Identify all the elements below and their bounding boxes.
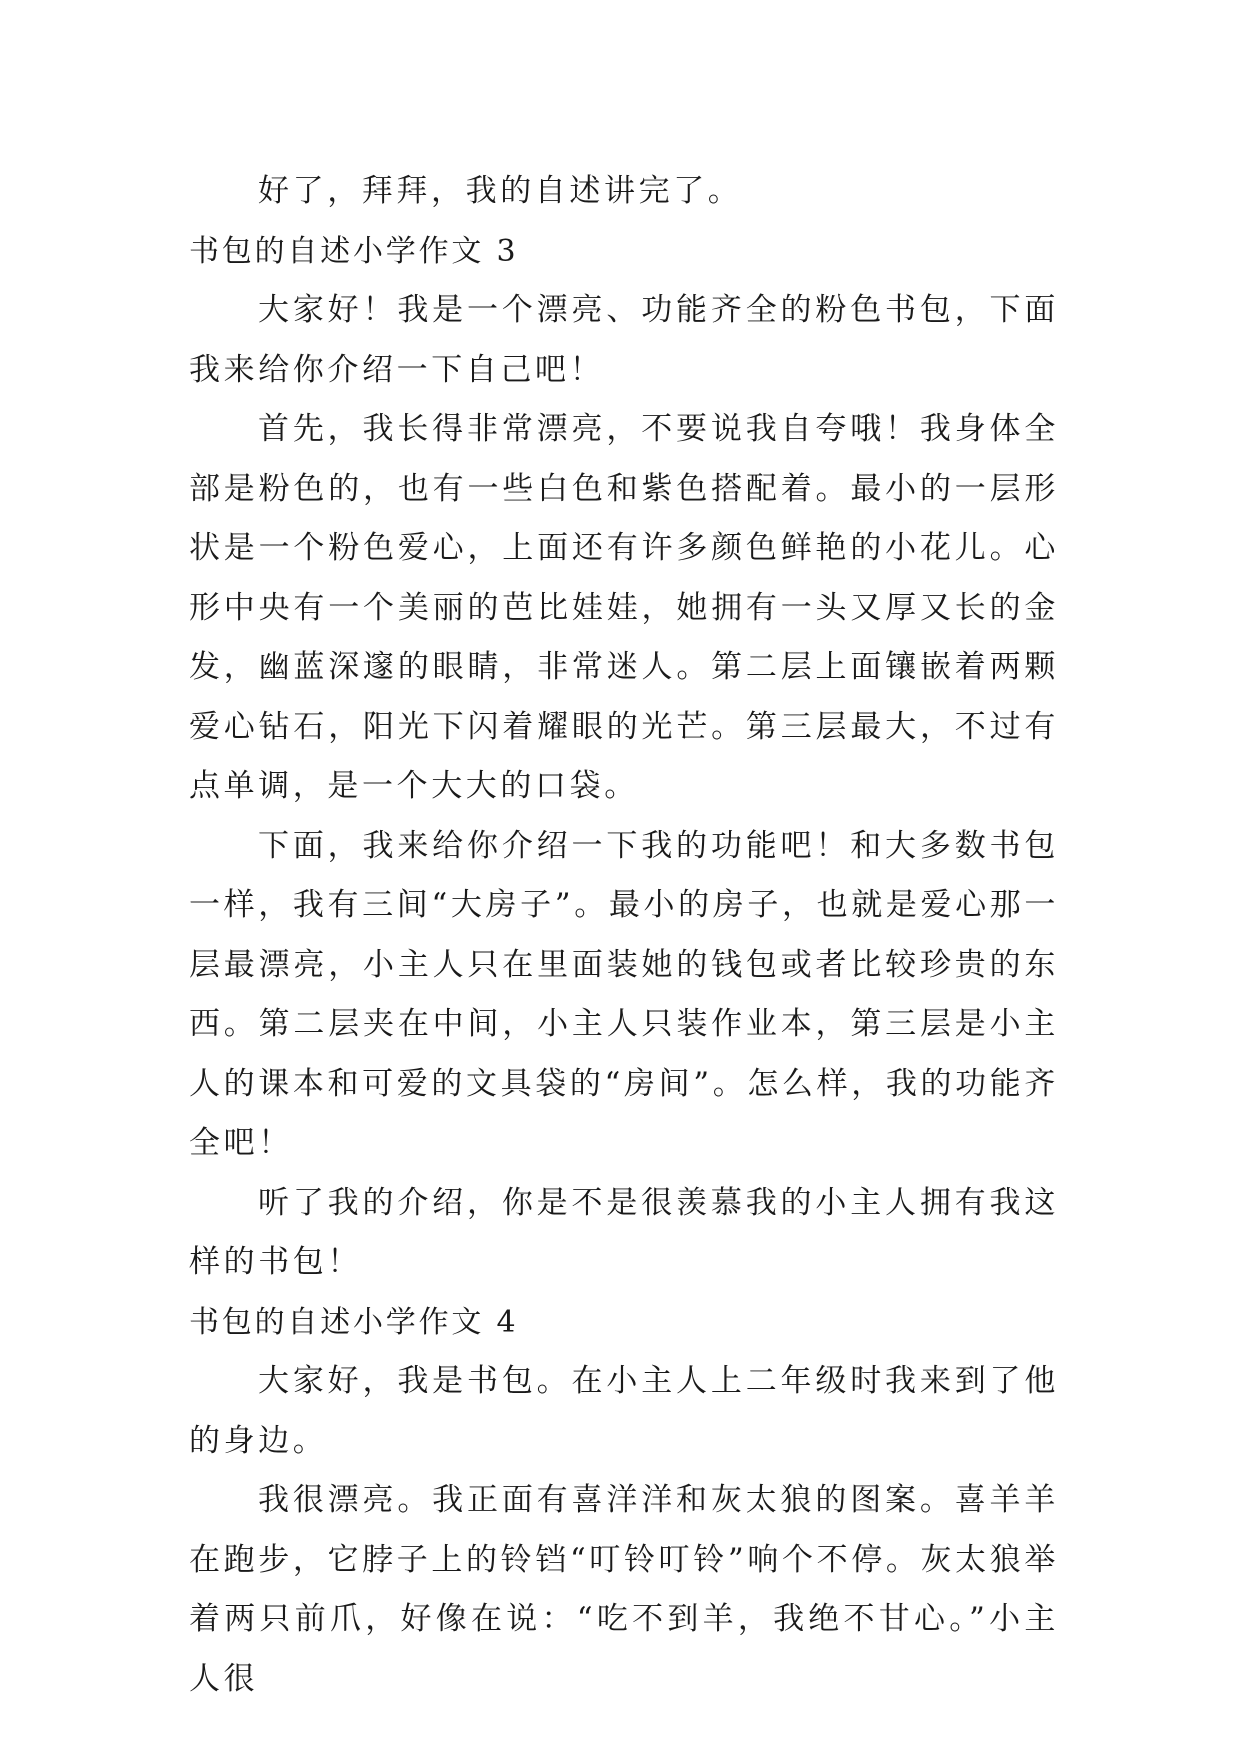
essay-4-heading: 书包的自述小学作文 4 [189,1304,519,1340]
essay-4-paragraph-intro: 大家好，我是书包。在小主人上二年级时我来到了他的身边。 [189,1363,1059,1459]
essay-3-heading: 书包的自述小学作文 3 [189,233,519,269]
essay-4-paragraph-appearance: 我很漂亮。我正面有喜洋洋和灰太狼的图案。喜羊羊在跑步，它脖子上的铃铛“叮铃叮铃”响个不停。灰太狼举着两只前爪，好像在说：“吃不到羊，我绝不甘心。”小主人很 [189,1482,1059,1697]
essay-3-paragraph-conclusion: 听了我的介绍，你是不是很羡慕我的小主人拥有我这样的书包！ [189,1184,1059,1280]
essay-3-paragraph-intro: 大家好！我是一个漂亮、功能齐全的粉色书包，下面我来给你介绍一下自己吧！ [189,292,1059,388]
document-body [189,162,1059,1709]
essay-3-paragraph-appearance: 首先，我长得非常漂亮，不要说我自夸哦！我身体全部是粉色的，也有一些白色和紫色搭配着。最小的一层形状是一个粉色爱心，上面还有许多颜色鲜艳的小花儿。心形中央有一个美丽的芭比娃娃，她拥有一头又厚又长的金发，幽蓝深邃的眼睛，非常迷人。第二层上面镶嵌着两颗爱心钻石，阳光下闪着耀眼的光芒。第三层最大，不过有点单调，是一个大大的口袋。 [189,411,1059,804]
closing-paragraph: 好了，拜拜，我的自述讲完了。 [258,173,743,209]
essay-3-paragraph-function: 下面，我来给你介绍一下我的功能吧！和大多数书包一样，我有三间“大房子”。最小的房子，也就是爱心那一层最漂亮，小主人只在里面装她的钱包或者比较珍贵的东西。第二层夹在中间，小主人只装作业本，第三层是小主人的课本和可爱的文具袋的“房间”。怎么样，我的功能齐全吧！ [189,827,1059,1161]
